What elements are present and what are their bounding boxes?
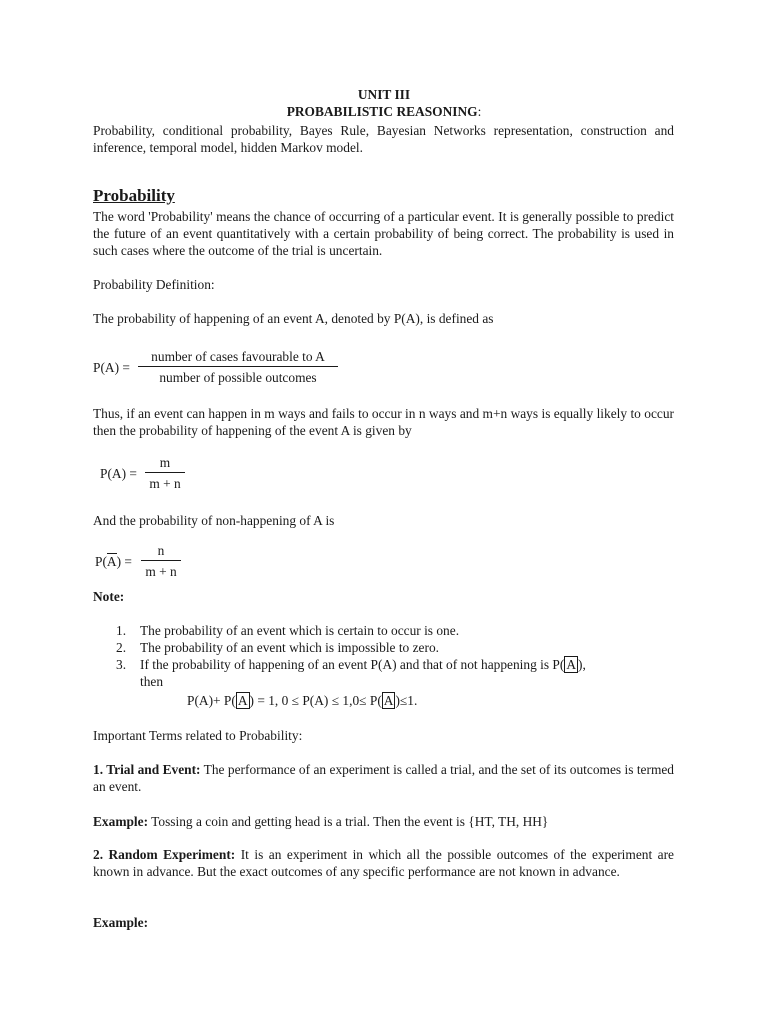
list-item-text-then: then: [140, 674, 164, 689]
random-text: It is an experiment in which all the possible outcomes of the experiment are known in advance. But the exact outcomes of any specific performance are not known in advance.: [93, 847, 674, 879]
chapter-title-suffix: :: [477, 104, 482, 119]
list-item: [116, 656, 674, 690]
list-item-text-end: ),: [577, 657, 586, 672]
random-experiment-paragraph: [93, 846, 674, 880]
formula3-close: ) =: [116, 554, 132, 569]
boxed-a: A: [383, 693, 394, 708]
formula2-fraction: [145, 454, 185, 492]
example-text: Tossing a coin and getting head is a trial. Then the event is {HT, TH, HH}: [148, 814, 549, 829]
formula2-denominator: m + n: [149, 476, 181, 491]
list-item-text: If the probability of happening of an event P(A) and that of not happening is P(: [140, 657, 565, 672]
note-formula-part: P(A)+ P(: [187, 693, 236, 708]
random-label: 2. Random Experiment:: [93, 847, 236, 862]
formula2-numerator: m: [159, 455, 171, 470]
formula2-lhs: P(A) =: [100, 466, 137, 481]
example1-paragraph: [93, 813, 548, 830]
formula1-fraction: [138, 348, 338, 386]
non-happening-text: And the probability of non-happening of A is: [93, 513, 335, 528]
fraction-bar: [141, 560, 181, 561]
formula1-denominator: number of possible outcomes: [159, 370, 317, 385]
section-heading-probability: Probability: [93, 186, 175, 205]
trial-label: 1. Trial and Event:: [93, 762, 201, 777]
list-item-text: The probability of an event which is impossible to zero.: [140, 640, 439, 655]
formula3-lhs: [95, 553, 132, 570]
formula3-numerator: n: [157, 543, 165, 558]
chapter-title-text: PROBABILISTIC REASONING: [286, 104, 478, 119]
note-formula: [187, 692, 417, 709]
terms-heading: Important Terms related to Probability:: [93, 728, 303, 743]
formula3-fraction: [141, 542, 181, 580]
formula1-numerator: number of cases favourable to A: [151, 349, 325, 364]
formula1-lhs: P(A) =: [93, 360, 130, 375]
formula3-a-bar: A: [106, 554, 117, 569]
formula3-denominator: m + n: [145, 564, 177, 579]
list-item: [116, 639, 674, 656]
list-item-number: 3.: [116, 657, 127, 672]
list-item: [116, 622, 674, 639]
definition-text: The probability of happening of an event A, denoted by P(A), is defined as: [93, 311, 494, 326]
list-item-number: 1.: [116, 623, 127, 638]
note-label: Note:: [93, 589, 125, 604]
note-formula-part: ) = 1, 0 ≤ P(A) ≤ 1,0≤ P(: [249, 693, 382, 708]
unit-title: UNIT III: [357, 87, 411, 102]
boxed-a: A: [237, 693, 248, 708]
list-item-number: 2.: [116, 640, 127, 655]
note-list: [116, 622, 674, 690]
chapter-title: [0, 103, 768, 120]
boxed-a: A: [566, 657, 576, 672]
trial-text: The performance of an experiment is called a trial, and the set of its outcomes is termed an event.: [93, 762, 674, 794]
trial-paragraph: [93, 761, 674, 795]
fraction-bar: [145, 472, 185, 473]
intro-paragraph: The word 'Probability' means the chance of occurring of a particular event. It is generally possible to predict the future of an event quantitatively with a certain probability of being correct. The probability is used in such cases where the outcome of the trial is uncertain.: [93, 209, 674, 258]
example2-label: Example:: [93, 915, 149, 930]
list-item-text: The probability of an event which is certain to occur is one.: [140, 623, 460, 638]
thus-paragraph: Thus, if an event can happen in m ways and fails to occur in n ways and m+n ways is equally likely to occur then the probability of happening of the event A is given by: [93, 406, 674, 438]
topics-paragraph: Probability, conditional probability, Bayes Rule, Bayesian Networks representation, construction and inference, temporal model, hidden Markov model.: [93, 123, 674, 155]
example-label: Example:: [93, 814, 149, 829]
fraction-bar: [138, 366, 338, 367]
formula3-p: P(: [95, 554, 107, 569]
note-formula-part: )≤1.: [395, 693, 418, 708]
definition-label: Probability Definition:: [93, 277, 215, 292]
